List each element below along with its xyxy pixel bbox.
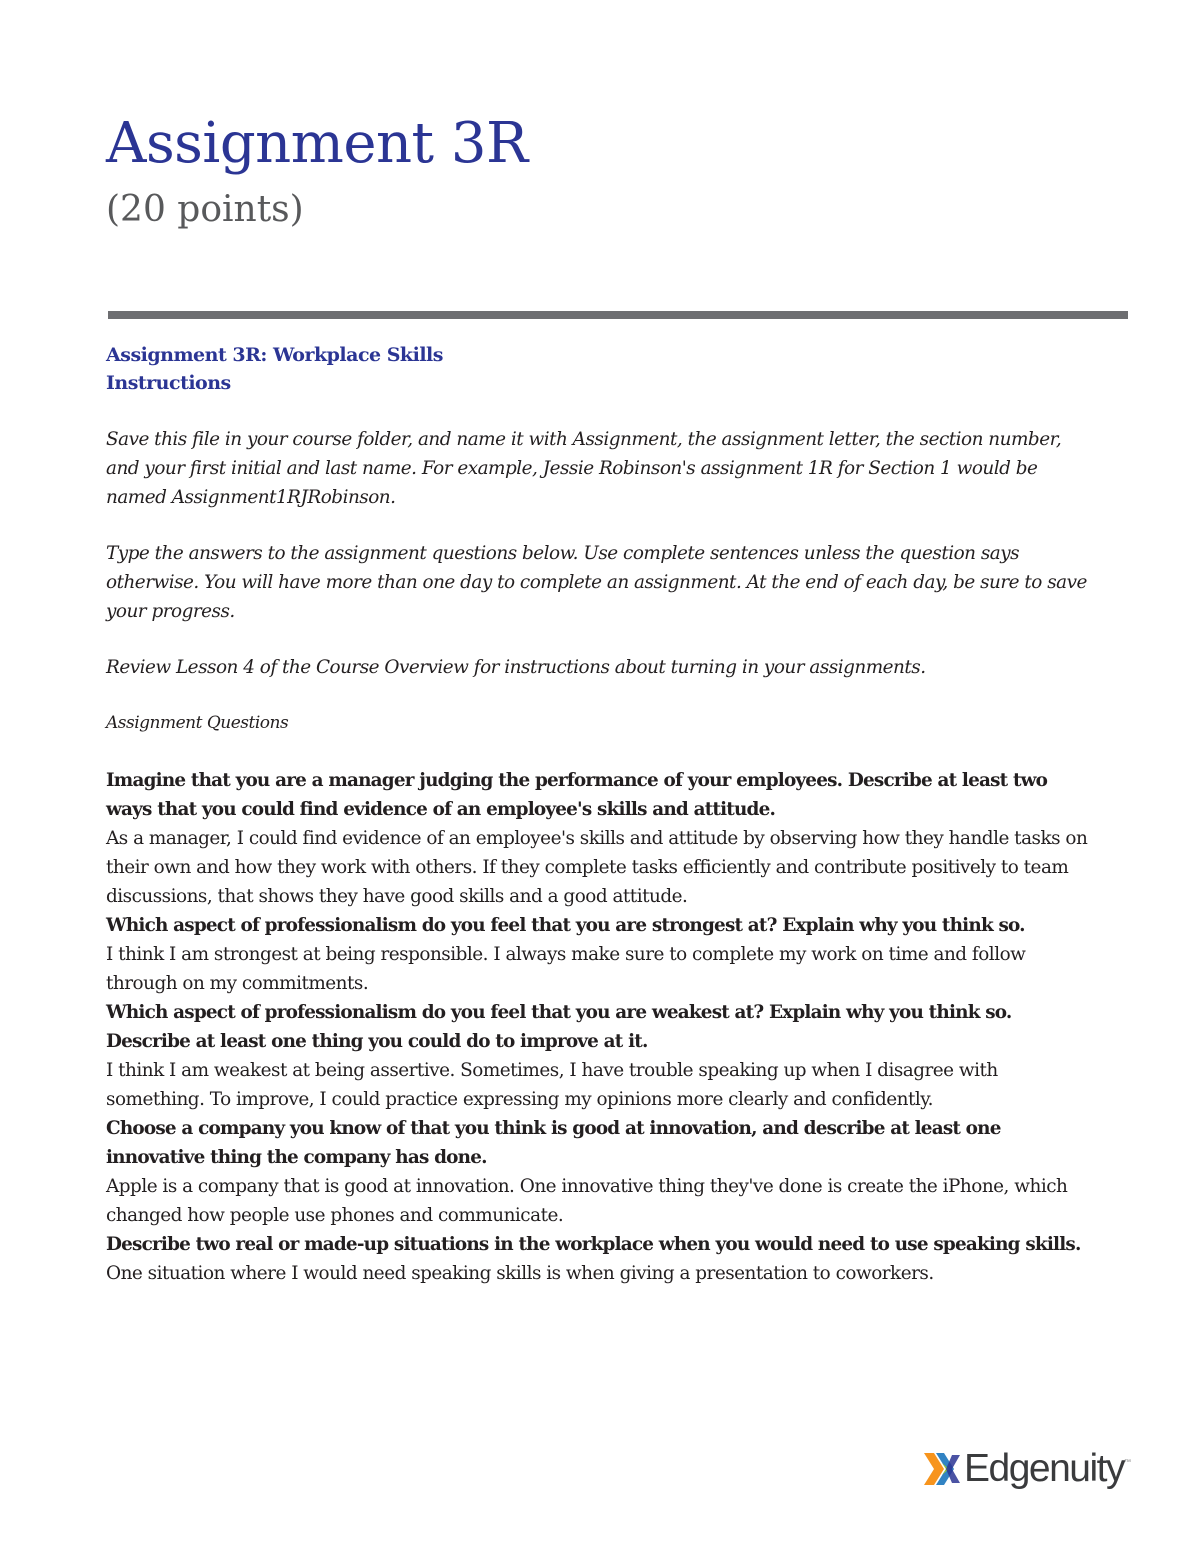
answer-text: I think I am weakest at being assertive. Sometimes, I have trouble speaking up when I disagree with something. To improve, I could practice expressing my opinions more clearly and confidently.	[106, 1060, 998, 1110]
document-body	[106, 341, 1096, 1288]
edgenuity-x-logo-icon	[922, 1449, 962, 1489]
answer-text: As a manager, I could find evidence of an employee's skills and attitude by observing how they handle tasks on their own and how they work with others. If they complete tasks efficiently and contribute positively to team discussions, that shows they have good skills and a good attitude.	[106, 828, 1088, 907]
instruction-paragraph: Type the answers to the assignment questions below. Use complete sentences unless the question says otherwise. You will have more than one day to complete an assignment. At the end of each day, be sure to save your progress.	[106, 543, 1087, 622]
qa-item	[106, 998, 1096, 1114]
qa-item	[106, 911, 1096, 998]
instruction-paragraph: Review Lesson 4 of the Course Overview for instructions about turning in your assignments.	[106, 657, 926, 678]
question-text: Which aspect of professionalism do you feel that you are weakest at? Explain why you think so. Describe at least one thing you could do to improve at it.	[106, 1002, 1012, 1052]
trademark-symbol: ™	[1123, 1459, 1131, 1466]
logo-wordmark: Edgenuity	[964, 1447, 1124, 1490]
answer-text: Apple is a company that is good at innovation. One innovative thing they've done is create the iPhone, which changed how people use phones and communicate.	[106, 1176, 1068, 1226]
question-text: Which aspect of professionalism do you feel that you are strongest at? Explain why you think so.	[106, 915, 1025, 936]
points-subtitle: (20 points)	[106, 189, 304, 230]
qa-item	[106, 1230, 1096, 1288]
document-title: Assignment 3R	[106, 111, 528, 176]
question-text: Choose a company you know of that you think is good at innovation, and describe at least one innovative thing the company has done.	[106, 1118, 1001, 1168]
answer-text: One situation where I would need speaking skills is when giving a presentation to coworkers.	[106, 1263, 934, 1284]
instructions-heading: Instructions	[106, 372, 231, 394]
header-divider	[108, 311, 1128, 319]
qa-item	[106, 766, 1096, 911]
qa-item	[106, 1114, 1096, 1230]
answer-text: I think I am strongest at being responsible. I always make sure to complete my work on time and follow through on my commitments.	[106, 944, 1026, 994]
edgenuity-logo	[922, 1447, 1131, 1491]
instruction-paragraph: Save this file in your course folder, and name it with Assignment, the assignment letter, the section number, and your first initial and last name. For example, Jessie Robinson's assignment 1R for Section 1 would be named Assignment1RJRobinson.	[106, 429, 1062, 508]
question-text: Describe two real or made-up situations in the workplace when you would need to use speaking skills.	[106, 1234, 1081, 1255]
questions-label: Assignment Questions	[106, 713, 289, 733]
section-heading: Assignment 3R: Workplace Skills	[106, 344, 443, 366]
question-text: Imagine that you are a manager judging the performance of your employees. Describe at least two ways that you could find evidence of an employee's skills and attitude.	[106, 770, 1048, 820]
